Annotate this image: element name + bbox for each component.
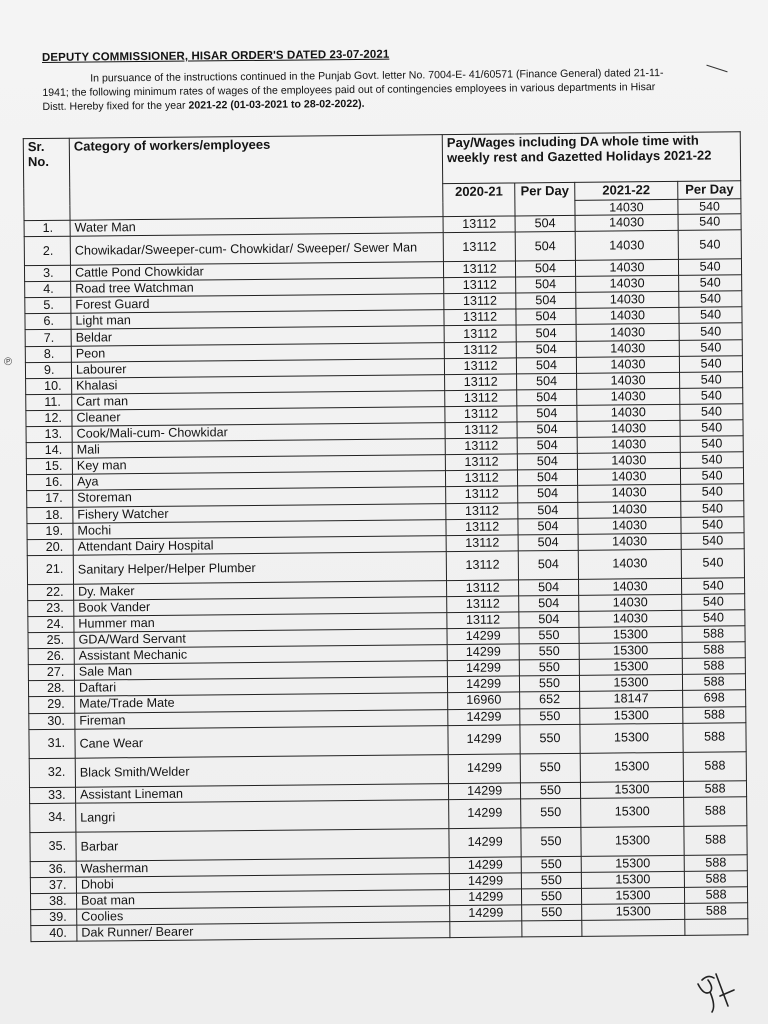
row-per-day-2020-21: 504: [517, 405, 577, 422]
row-per-day-2021-22: 540: [679, 307, 742, 324]
row-wage-2020-21: 14299: [449, 783, 521, 800]
row-sr-no: 14.: [26, 442, 72, 459]
row-category: Dak Runner/ Bearer: [77, 922, 450, 942]
row-sr-no: 27.: [28, 664, 74, 681]
row-wage-2020-21: 14299: [447, 644, 519, 661]
row-wage-2021-22: 15300: [579, 659, 683, 676]
row-sr-no: 4.: [25, 281, 71, 298]
row-sr-no: 16.: [26, 475, 72, 492]
row-wage-2021-22: 14030: [579, 610, 683, 627]
row-wage-2021-22: 14030: [575, 259, 679, 276]
row-sr-no: 7.: [25, 330, 71, 347]
row-category: Langri: [76, 799, 449, 832]
paragraph-period: 2021-22 (01-03-2021 to 28-02-2022).: [188, 97, 365, 112]
row-per-day-2021-22: 540: [680, 355, 743, 372]
row-category: Peon: [71, 342, 444, 362]
row-category: Dhobi: [76, 873, 449, 893]
row-wage-2021-22: 14030: [576, 308, 680, 325]
row-sr-no: 23.: [28, 600, 74, 617]
row-per-day-2020-21: 504: [517, 437, 577, 454]
row-per-day-2020-21: 504: [517, 421, 577, 438]
row-per-day-2021-22: 698: [683, 690, 746, 707]
row-per-day-2021-22: 540: [680, 388, 743, 405]
row-wage-2021-22: 14030: [575, 214, 679, 231]
row-category: Cleaner: [72, 407, 445, 427]
row-per-day-2020-21: 550: [521, 827, 581, 857]
subheader-2020-21: 2020-21: [443, 183, 515, 217]
row-wage-2021-22: 15300: [581, 855, 685, 872]
row-per-day-2020-21: 550: [519, 644, 579, 661]
row-per-day-2021-22: 588: [683, 706, 746, 723]
row-category: Dy. Maker: [74, 580, 447, 600]
row-per-day-2021-22: 540: [681, 452, 744, 469]
row-wage-2021-22: 14030: [577, 469, 681, 486]
row-per-day-2020-21: 504: [519, 595, 579, 612]
row-category: Assistant Mechanic: [74, 645, 447, 665]
row-wage-2021-22: 15300: [579, 675, 683, 692]
row-per-day-2021-22: 540: [682, 610, 745, 627]
row-wage-2020-21: 14299: [449, 857, 521, 874]
row-wage-2020-21: 13112: [444, 325, 516, 342]
row-wage-2021-22: 15300: [581, 826, 685, 856]
row-per-day-2021-22: 540: [681, 516, 744, 533]
row-per-day-2020-21: 550: [521, 856, 581, 873]
row-sr-no: 19.: [27, 523, 73, 540]
row-wage-2021-22: 14030: [578, 501, 682, 518]
row-wage-2020-21: 13112: [446, 535, 518, 552]
row-wage-2021-22: 14030: [577, 485, 681, 502]
row-per-day-2020-21: 504: [517, 454, 577, 471]
row-per-day-2020-21: 504: [519, 611, 579, 628]
row-category: Aya: [72, 471, 445, 491]
row-wage-2020-21: 13112: [444, 293, 516, 310]
row-wage-2021-22: 15300: [580, 723, 684, 753]
row-wage-2021-22: 14030: [577, 436, 681, 453]
row-per-day-2021-22: 540: [679, 291, 742, 308]
row-sr-no: 13.: [26, 426, 72, 443]
row-sr-no: 33.: [29, 787, 75, 804]
row-wage-2020-21: 14299: [449, 799, 521, 829]
row-wage-2021-22: 15300: [580, 752, 684, 782]
row-wage-2020-21: 16960: [448, 692, 520, 709]
row-wage-2021-22: 14030: [578, 533, 682, 550]
row-sr-no: 38.: [31, 893, 77, 910]
row-category: Attendant Dairy Hospital: [73, 535, 446, 555]
row-wage-2020-21: 13112: [445, 390, 517, 407]
row-wage-2021-22: 14030: [576, 372, 680, 389]
row-sr-no: 31.: [29, 729, 75, 758]
row-per-day-2020-21: 550: [520, 708, 580, 725]
order-heading: DEPUTY COMMISSIONER, HISAR ORDER'S DATED 23-07-2021: [41, 48, 390, 64]
row-wage-2021-22: [582, 919, 686, 936]
row-per-day-2020-21: 550: [520, 676, 580, 693]
row-sr-no: 40.: [31, 925, 77, 942]
row-per-day-2021-22: 588: [683, 722, 746, 752]
row-per-day-2020-21: 550: [519, 627, 579, 644]
paragraph-text: In pursuance of the instructions continued in the Punjab Govt. letter No. 7004-E- 41/60571 (Finance General) dated 21-11-1941; the following minimum rates of wages of the employees paid out of contingencies employees in various departments in Hisar Distt. Hereby fixed for the year: [42, 67, 664, 113]
header-row: [23, 132, 740, 188]
row-per-day-2021-22: 540: [681, 549, 744, 579]
row-per-day-2020-21: 504: [515, 215, 575, 232]
row-category: Labourer: [71, 358, 444, 378]
row-wage-2021-22: 15300: [581, 903, 685, 920]
row-sr-no: 28.: [28, 681, 74, 698]
row-sr-no: 5.: [25, 297, 71, 314]
row-category: Book Vander: [74, 596, 447, 616]
row-category: Forest Guard: [71, 294, 444, 314]
row-per-day-2021-22: 588: [684, 825, 747, 855]
row-per-day-2021-22: 540: [680, 404, 743, 421]
row-per-day-2020-21: 504: [517, 389, 577, 406]
row-wage-2021-22: 14030: [578, 549, 682, 579]
row-wage-2020-21: 14299: [449, 828, 521, 858]
row-sr-no: 24.: [28, 616, 74, 633]
row-wage-2020-21: 14299: [450, 905, 522, 922]
row-wage-2020-21: 13112: [446, 551, 518, 581]
row-wage-2021-22: 14030: [576, 356, 680, 373]
row-per-day-2020-21: 504: [517, 373, 577, 390]
row-wage-2020-21: 13112: [446, 470, 518, 487]
subheader-per-day-2021: Per Day: [678, 181, 741, 200]
row-sr-no: 8.: [25, 346, 71, 363]
row-sr-no: 6.: [25, 314, 71, 331]
row-wage-2020-21: 14299: [447, 628, 519, 645]
row-per-day-2021-22: 588: [685, 903, 748, 920]
row-category: Storeman: [73, 487, 446, 507]
row-category: Sale Man: [74, 661, 447, 681]
row-per-day-2020-21: 504: [518, 518, 578, 535]
row-sr-no: 36.: [30, 861, 76, 878]
row-per-day-2021-22: 540: [680, 436, 743, 453]
row-per-day-2021-22: 588: [683, 674, 746, 691]
row-per-day-2020-21: 550: [521, 782, 581, 799]
spacer-2021-value: 14030: [575, 199, 679, 215]
row-category: Mate/Trade Mate: [75, 693, 448, 713]
row-category: Coolies: [77, 906, 450, 926]
row-per-day-2020-21: 550: [522, 888, 582, 905]
row-per-day-2020-21: 504: [518, 550, 578, 580]
row-category: Sanitary Helper/Helper Plumber: [73, 551, 446, 584]
subheader-2021-22: 2021-22: [574, 181, 678, 200]
row-wage-2020-21: 13112: [447, 596, 519, 613]
row-category: Water Man: [70, 217, 443, 237]
row-sr-no: 22.: [28, 584, 74, 601]
row-per-day-2020-21: 504: [516, 325, 576, 342]
spacer-per-day-value: 540: [678, 199, 741, 215]
row-wage-2020-21: 14299: [448, 708, 520, 725]
row-per-day-2020-21: 550: [519, 660, 579, 677]
row-sr-no: 21.: [27, 555, 73, 584]
subheader-per-day-2020: Per Day: [515, 182, 575, 216]
row-per-day-2020-21: 504: [516, 309, 576, 326]
row-per-day-2021-22: 588: [685, 871, 748, 888]
wages-table: [23, 131, 749, 942]
row-per-day-2021-22: 540: [678, 230, 741, 260]
row-sr-no: 17.: [27, 491, 73, 508]
row-per-day-2021-22: 588: [684, 854, 747, 871]
row-wage-2020-21: 14299: [447, 660, 519, 677]
row-wage-2020-21: 14299: [448, 676, 520, 693]
row-wage-2021-22: 14030: [577, 453, 681, 470]
row-per-day-2020-21: 550: [521, 798, 581, 828]
row-wage-2020-21: 13112: [443, 232, 515, 262]
row-wage-2021-22: 14030: [578, 578, 682, 595]
row-per-day-2021-22: 588: [684, 780, 747, 797]
row-sr-no: 35.: [30, 832, 76, 861]
row-category: Boat man: [76, 890, 449, 910]
row-per-day-2021-22: 540: [681, 468, 744, 485]
row-sr-no: 20.: [27, 539, 73, 556]
row-wage-2021-22: 18147: [579, 691, 683, 708]
row-wage-2020-21: 14299: [448, 754, 520, 784]
row-per-day-2020-21: 504: [516, 260, 576, 277]
row-sr-no: 34.: [30, 803, 76, 832]
header-category: Category of workers/employees: [69, 135, 443, 221]
row-wage-2021-22: 14030: [576, 388, 680, 405]
row-category: Mali: [72, 439, 445, 459]
wages-table-body: [24, 214, 748, 942]
row-wage-2021-22: 14030: [575, 276, 679, 293]
row-per-day-2021-22: 540: [681, 532, 744, 549]
row-per-day-2021-22: 540: [678, 214, 741, 231]
row-wage-2021-22: 15300: [580, 797, 684, 827]
row-per-day-2021-22: [685, 919, 748, 936]
row-per-day-2021-22: 588: [685, 887, 748, 904]
row-sr-no: 39.: [31, 909, 77, 926]
row-per-day-2020-21: 504: [518, 534, 578, 551]
row-category: Mochi: [73, 519, 446, 539]
row-wage-2021-22: 15300: [580, 781, 684, 798]
row-category: Cattle Pond Chowkidar: [70, 262, 443, 282]
row-sr-no: 12.: [26, 410, 72, 427]
header-sr-no: Sr. No.: [23, 138, 70, 220]
row-wage-2020-21: 13112: [445, 438, 517, 455]
row-category: Road tree Watchman: [71, 278, 444, 298]
row-wage-2020-21: 13112: [444, 277, 516, 294]
row-wage-2021-22: 14030: [577, 404, 681, 421]
row-wage-2021-22: 15300: [579, 626, 683, 643]
row-category: Chowikadar/Sweeper-cum- Chowkidar/ Sweeper/ Sewer Man: [70, 233, 443, 266]
row-wage-2020-21: 14299: [450, 889, 522, 906]
row-wage-2021-22: 14030: [575, 230, 679, 260]
order-paragraph: [42, 66, 670, 114]
row-wage-2020-21: 13112: [444, 261, 516, 278]
row-wage-2020-21: 13112: [445, 422, 517, 439]
row-per-day-2020-21: 504: [516, 341, 576, 358]
row-wage-2020-21: [450, 921, 522, 938]
row-wage-2021-22: 14030: [576, 292, 680, 309]
row-per-day-2020-21: 504: [517, 357, 577, 374]
row-per-day-2020-21: 550: [522, 872, 582, 889]
row-wage-2021-22: 15300: [581, 871, 685, 888]
row-wage-2020-21: 13112: [446, 519, 518, 536]
row-category: Fishery Watcher: [73, 503, 446, 523]
row-per-day-2020-21: 504: [519, 579, 579, 596]
row-wage-2021-22: 15300: [581, 887, 685, 904]
row-per-day-2021-22: 588: [683, 751, 746, 781]
row-sr-no: 11.: [26, 394, 72, 411]
row-sr-no: 37.: [30, 877, 76, 894]
row-wage-2020-21: 13112: [445, 454, 517, 471]
row-wage-2021-22: 14030: [576, 324, 680, 341]
row-wage-2021-22: 14030: [578, 517, 682, 534]
row-wage-2020-21: 13112: [446, 502, 518, 519]
row-wage-2020-21: 13112: [445, 406, 517, 423]
row-wage-2020-21: 13112: [447, 580, 519, 597]
row-wage-2020-21: 13112: [443, 216, 515, 233]
row-sr-no: 3.: [24, 265, 70, 282]
row-per-day-2021-22: 540: [679, 259, 742, 276]
margin-mark-icon: ℗: [4, 356, 13, 368]
row-category: Beldar: [71, 326, 444, 346]
row-sr-no: 25.: [28, 632, 74, 649]
row-per-day-2020-21: 504: [515, 231, 575, 261]
row-per-day-2020-21: [522, 920, 582, 937]
row-category: Hummer man: [74, 613, 447, 633]
row-per-day-2021-22: 540: [680, 372, 743, 389]
row-per-day-2021-22: 588: [682, 642, 745, 659]
row-wage-2020-21: 14299: [448, 725, 520, 755]
row-sr-no: 1.: [24, 220, 70, 237]
row-wage-2021-22: 14030: [578, 594, 682, 611]
row-wage-2021-22: 14030: [576, 340, 680, 357]
row-wage-2020-21: 13112: [445, 374, 517, 391]
row-wage-2020-21: 14299: [449, 873, 521, 890]
row-wage-2021-22: 15300: [579, 707, 683, 724]
row-per-day-2020-21: 504: [518, 486, 578, 503]
row-category: GDA/Ward Servant: [74, 629, 447, 649]
row-sr-no: 18.: [27, 507, 73, 524]
row-per-day-2021-22: 540: [679, 323, 742, 340]
row-per-day-2021-22: 540: [682, 594, 745, 611]
row-category: Khalasi: [72, 374, 445, 394]
row-per-day-2020-21: 652: [520, 692, 580, 709]
row-category: Light man: [71, 310, 444, 330]
row-category: Key man: [72, 455, 445, 475]
row-per-day-2021-22: 588: [684, 796, 747, 826]
row-per-day-2021-22: 540: [682, 578, 745, 595]
row-wage-2021-22: 15300: [579, 643, 683, 660]
row-per-day-2021-22: 588: [682, 658, 745, 675]
row-category: Washerman: [76, 857, 449, 877]
header-pay-wages: Pay/Wages including DA whole time with weekly rest and Gazetted Holidays 2021-22: [442, 132, 740, 184]
row-wage-2021-22: 14030: [577, 420, 681, 437]
row-sr-no: 26.: [28, 648, 74, 665]
row-sr-no: 10.: [26, 378, 72, 395]
row-per-day-2020-21: 504: [518, 470, 578, 487]
row-wage-2020-21: 13112: [444, 342, 516, 359]
row-category: Cart man: [72, 390, 445, 410]
row-sr-no: 2.: [24, 236, 70, 265]
row-sr-no: 9.: [25, 362, 71, 379]
row-sr-no: 32.: [29, 758, 75, 787]
row-sr-no: 29.: [29, 697, 75, 714]
row-wage-2020-21: 13112: [447, 612, 519, 629]
row-per-day-2021-22: 540: [681, 500, 744, 517]
row-per-day-2020-21: 504: [516, 293, 576, 310]
row-wage-2020-21: 13112: [444, 358, 516, 375]
row-sr-no: 15.: [26, 458, 72, 475]
row-per-day-2020-21: 550: [520, 724, 580, 754]
row-wage-2020-21: 13112: [444, 309, 516, 326]
row-category: Cane Wear: [75, 725, 448, 758]
row-sr-no: 30.: [29, 713, 75, 730]
row-per-day-2021-22: 588: [682, 626, 745, 643]
row-per-day-2021-22: 540: [679, 339, 742, 356]
signature-icon: [690, 966, 742, 1014]
row-per-day-2020-21: 550: [520, 753, 580, 783]
row-category: Barbar: [76, 828, 449, 861]
row-category: Daftari: [74, 677, 447, 697]
row-category: Fireman: [75, 709, 448, 729]
row-wage-2020-21: 13112: [446, 486, 518, 503]
row-per-day-2020-21: 550: [522, 904, 582, 921]
row-category: Cook/Mali-cum- Chowkidar: [72, 423, 445, 443]
row-per-day-2021-22: 540: [680, 420, 743, 437]
row-per-day-2021-22: 540: [679, 275, 742, 292]
row-per-day-2021-22: 540: [681, 484, 744, 501]
row-category: Assistant Lineman: [75, 783, 448, 803]
row-per-day-2020-21: 504: [518, 502, 578, 519]
row-category: Black Smith/Welder: [75, 754, 448, 787]
row-per-day-2020-21: 504: [516, 277, 576, 294]
